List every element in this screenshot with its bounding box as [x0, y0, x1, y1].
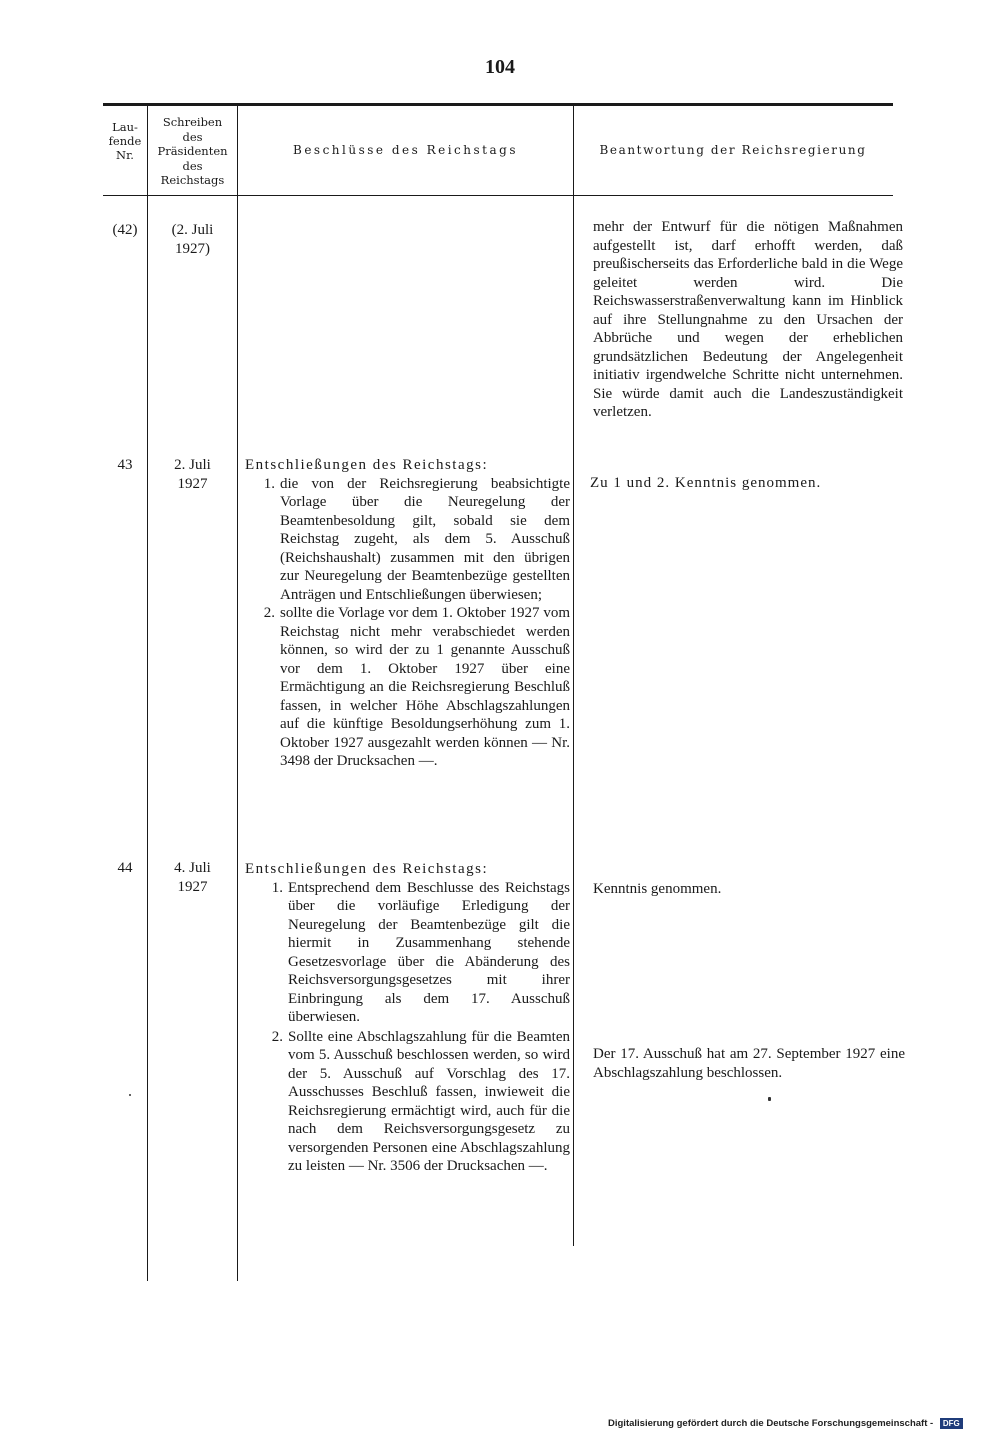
- row-44-item-2: 2. Sollte eine Abschlagszahlung für die Beamten vom 5. Ausschuß beschlossen werden, so wird der 5. Ausschuß auf Vorschlag des 17. Ausschusses Beschluß fassen, inwieweit die Reichsregierung ermächtigt wird, auch für die nach dem Reichsversorgungsgesetz zu versorgenden Personen eine Abschlagszahlung zu leisten — Nr. 3506 der Drucksachen —.: [271, 1028, 570, 1174]
- print-speck: [129, 1094, 131, 1096]
- row-44-nr: 44: [117, 860, 133, 876]
- row-43-nr: 43: [117, 457, 133, 473]
- row-44-date: 4. Juli 1927: [174, 860, 211, 895]
- row-44-item-1: 1. Entsprechend dem Beschlusse des Reichstags über die vorläufige Erledigung der Neuregelung der Beamtenbezüge gilt die hiermit in Zusammenhang stehende Gesetzesvorlage über die Abänderung des Reichsversorgungsgesetzes mit ihrer Einbringung als dem 17. Ausschuß überwiesen.: [271, 879, 570, 1025]
- row-43-answer: Zu 1 und 2. Kenntnis genommen.: [590, 475, 822, 491]
- col-divider-2: [237, 106, 238, 1281]
- row-43-item-1: 1. die von der Reichsregierung beabsichtigte Vorlage über die Neuregelung der Beamtenbesoldung gilt, sobald sie dem Reichstag zugeht, als dem 5. Ausschuß (Reichshaushalt) zusammen mit den übrigen zur Neuregelung der Beamtenbezüge gestellten Anträgen und Entschließungen überwiesen;: [263, 475, 570, 603]
- row-43-item-2: 2. sollte die Vorlage vor dem 1. Oktober 1927 vom Reichstag nicht mehr verabschiedet werden können, so wird der zu 1 genannte Ausschuß vor dem 1. Oktober 1927 über eine Ermächtigung an die Reichsregierung Beschluß fassen, in welcher Höhe Abschlagszahlungen auf die künftige Besoldungserhöhung zum 1. Oktober 1927 ausgezahlt werden können — Nr. 3498 der Drucksachen —.: [263, 605, 570, 769]
- row-44-resolutions: [245, 860, 570, 1176]
- footer-credit: Digitalisierung gefördert durch die Deutsche Forschungsgemeinschaft - DFG: [608, 1418, 963, 1429]
- row-43-date: 2. Juli 1927: [174, 457, 211, 492]
- row-44-heading: Entschließungen des Reichstags:: [245, 861, 489, 877]
- row-42-nr: (42): [112, 222, 138, 238]
- col-divider-3: [573, 106, 574, 1246]
- row-43-heading: Entschließungen des Reichstags:: [245, 457, 489, 473]
- header-col-beantwortung: Beantwortung der Reichsregierung: [599, 143, 867, 157]
- header-col-beschluesse: Beschlüsse des Reichstags: [293, 143, 518, 157]
- dfg-logo: DFG: [940, 1418, 963, 1429]
- row-42-answer: mehr der Entwurf für die nötigen Maßnahmen aufgestellt ist, darf erhofft werden, daß preußischerseits das Erforderliche bald in die Wege geleitet werden wird. Die Reichswasserstraßenverwaltung kann im Hinblick auf ihre Stellungnahme zu den Ursachen der Abbrüche und wegen der erheblichen grundsätzlichen Bedeutung der Angelegenheit initiativ irgendwelche Schritte nicht unternehmen. Sie würde damit auch die Landeszuständigkeit verletzen.: [593, 219, 903, 420]
- col-divider-1: [147, 106, 148, 1281]
- table-top-rule: [103, 103, 893, 106]
- row-43-resolutions: [245, 456, 570, 771]
- row-44-answer-1: Kenntnis genommen.: [593, 881, 722, 897]
- row-44-answer-2: Der 17. Ausschuß hat am 27. September 1927 eine Abschlagszahlung beschlossen.: [593, 1046, 905, 1081]
- header-col-schreiben: Schreiben des Präsidenten des Reichstags: [157, 115, 228, 187]
- header-bottom-rule: [103, 195, 893, 196]
- page-number: 104: [485, 56, 515, 78]
- print-speck: [768, 1097, 771, 1101]
- row-42-date: (2. Juli 1927): [171, 222, 214, 257]
- header-col-nr: Lau- fende Nr.: [108, 120, 142, 162]
